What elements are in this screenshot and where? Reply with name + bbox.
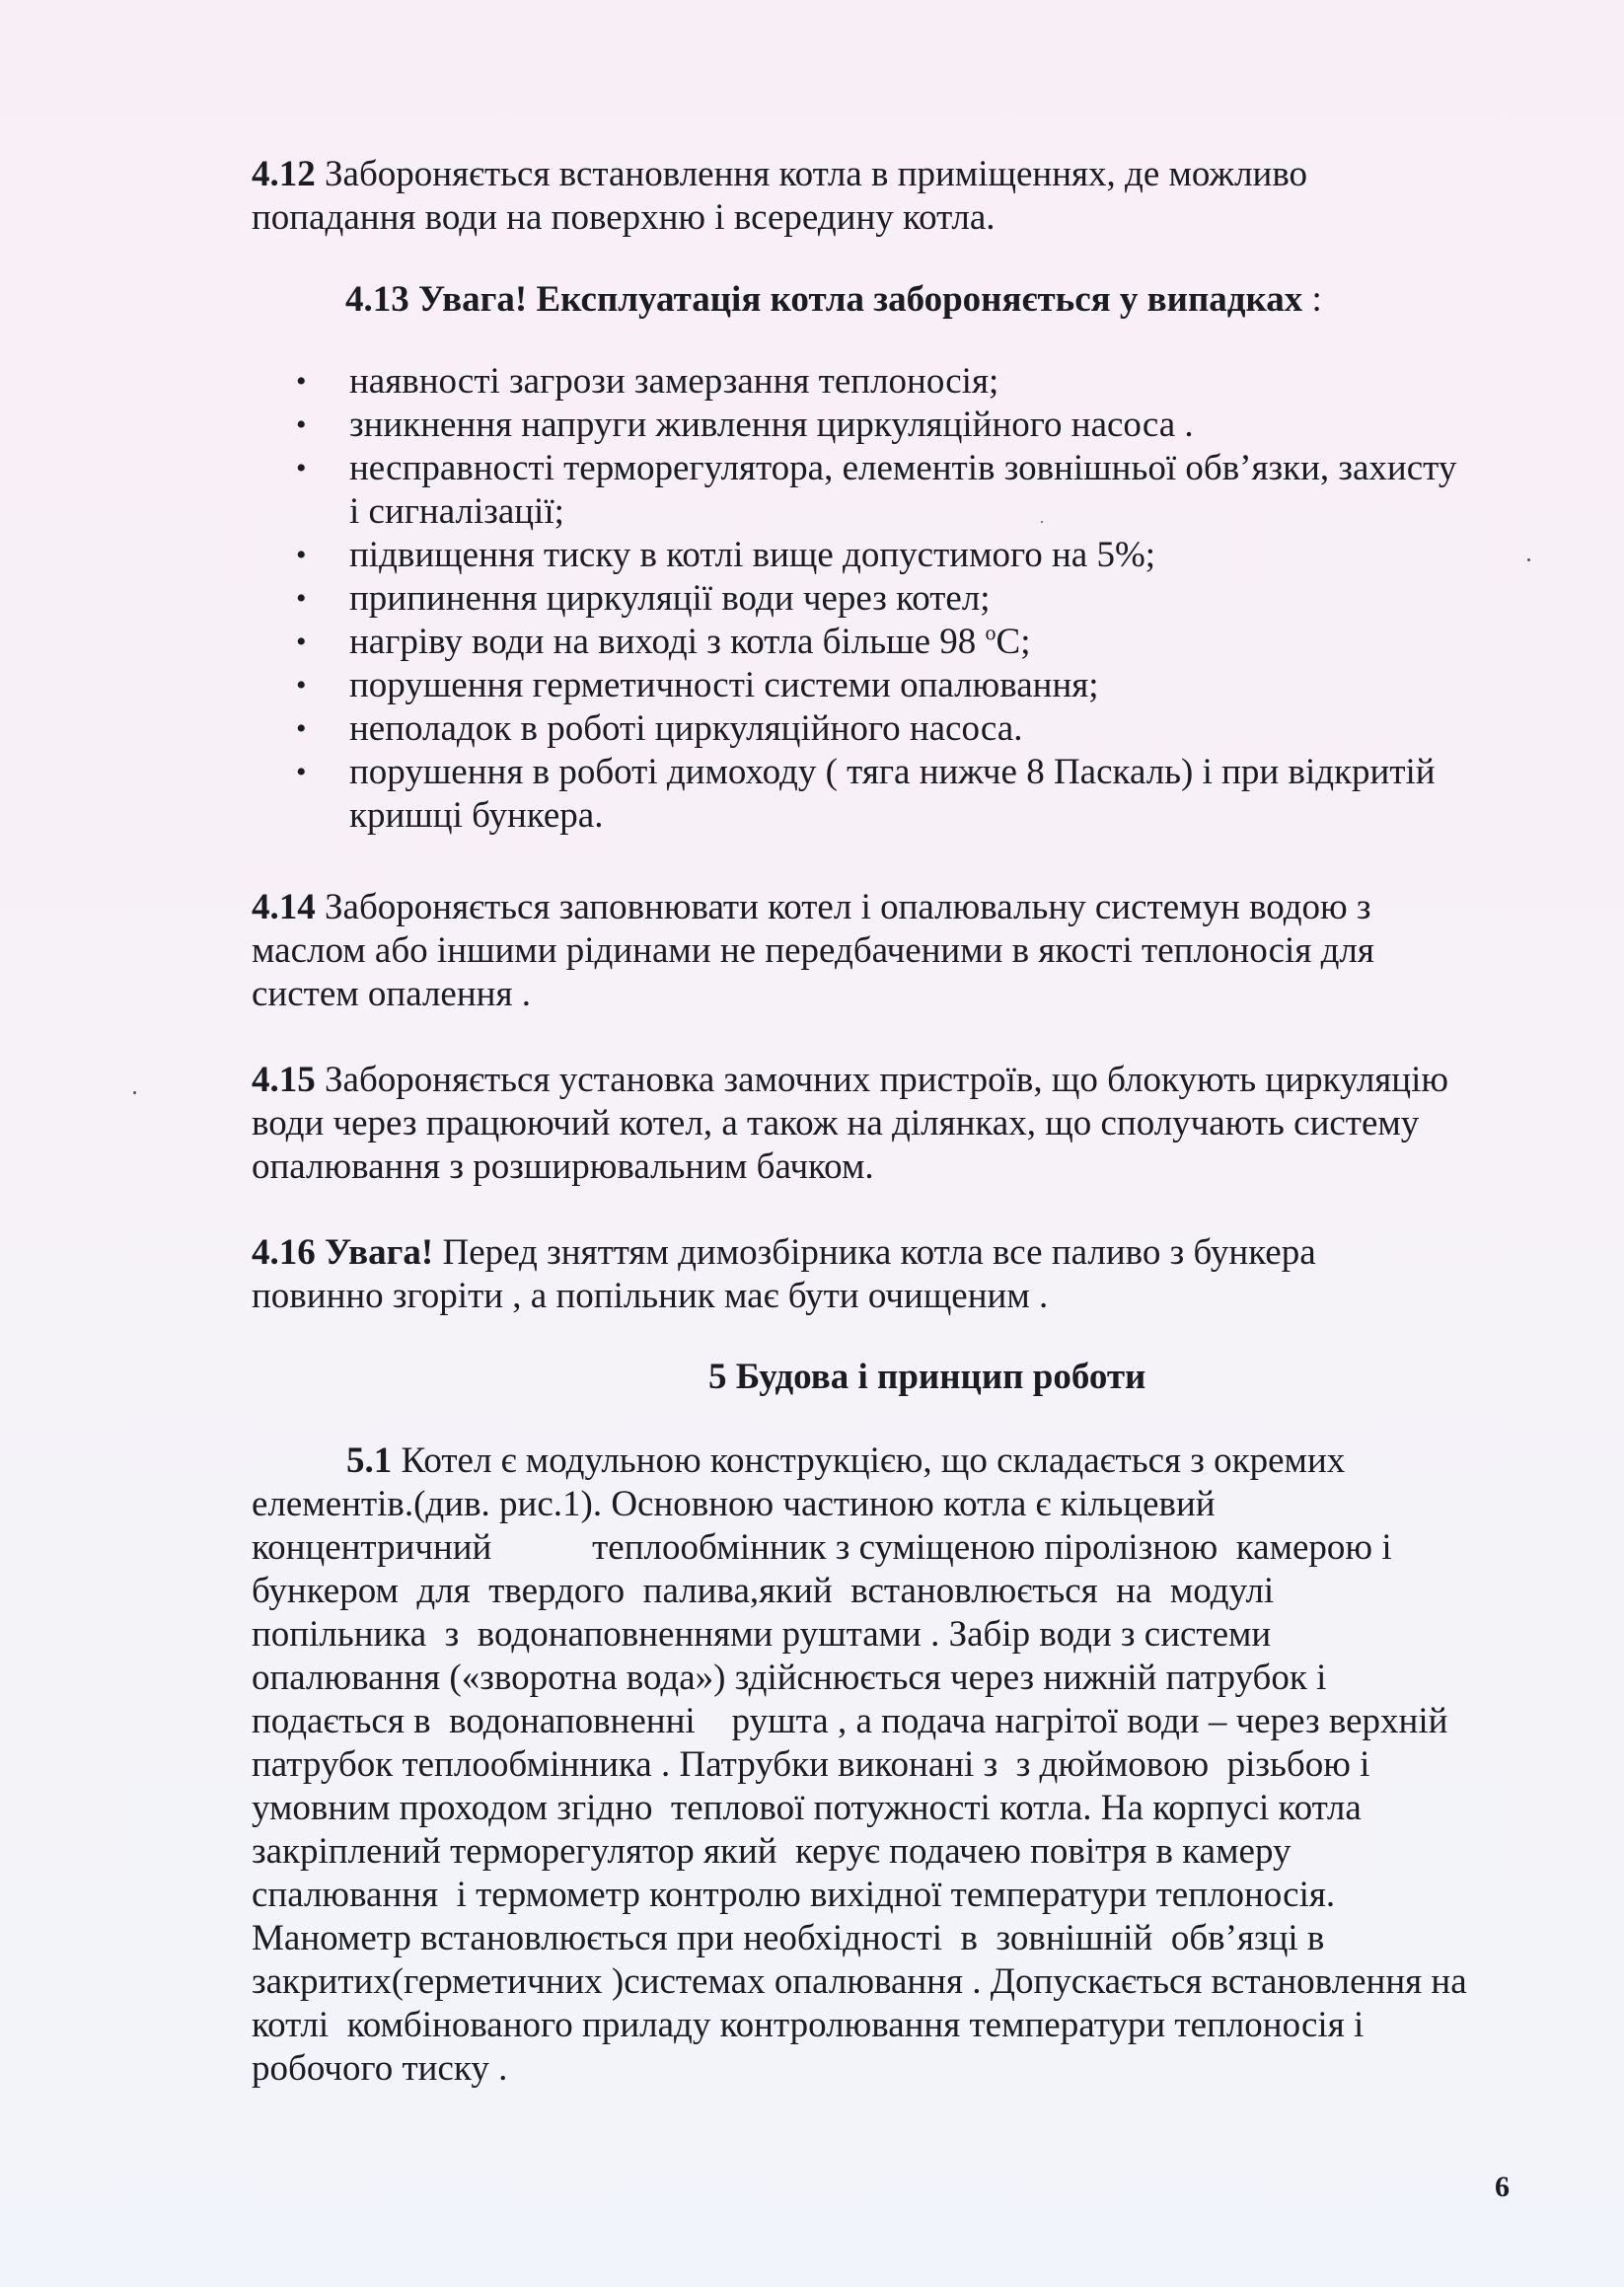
paragraph-line: котлі комбінованого приладу контролювання температури теплоносія і [252, 2005, 1365, 2045]
paragraph-line: закріплений терморегулятор який керує подачею повітря в камеру [252, 1831, 1292, 1872]
list-item: • зникнення напруги живлення циркуляційного насоса . [296, 404, 1456, 447]
prohibition-list [296, 360, 1456, 838]
paragraph-4-16 [252, 1231, 1534, 1318]
scan-speck [1041, 521, 1043, 523]
paragraph-line: подається в водонаповненні рушта , а подача нагрітої води – через верхній [252, 1701, 1448, 1741]
paragraph-line: бункером для твердого палива,який встановлюється на модулі [252, 1571, 1275, 1611]
list-item: • порушення в роботі димоходу ( тяга нижче 8 Паскаль) і при відкритій [296, 751, 1456, 794]
degree-symbol: o [985, 620, 997, 645]
paragraph-line: маслом або іншими рідинами не передбаченими в якості теплоносія для [252, 930, 1374, 971]
paragraph-line: Перед зняттям димозбірника котла все паливо з бункера [442, 1232, 1316, 1273]
heading-text: 4.13 Увага! Експлуатація котла забороняється у випадках [345, 279, 1303, 320]
clause-number: 5.1 [346, 1440, 393, 1481]
clause-number: 4.15 [252, 1060, 316, 1100]
paragraph-4-12 [252, 153, 1534, 240]
scan-speck [1527, 558, 1530, 561]
warning-heading-4-13 [345, 278, 1322, 322]
paragraph-line: Забороняється установка замочних пристроїв, що блокують циркуляцію [325, 1060, 1449, 1100]
paragraph-line: повинно згоріти , а попільник має бути очищеним . [252, 1276, 1049, 1316]
paragraph-line: систем опалення . [252, 974, 531, 1014]
paragraph-4-14 [252, 886, 1534, 1016]
paragraph-line: закритих(герметичних )системах опалювання . Допускається встановлення на [252, 1961, 1467, 2002]
paragraph-line: Забороняється заповнювати котел і опалювальну системун водою з [325, 887, 1371, 927]
paragraph-line: опалювання з розширювальним бачком. [252, 1146, 874, 1187]
paragraph-line: елементів.(див. рис.1). Основною частиною котла є кільцевий [252, 1484, 1216, 1524]
scan-speck [133, 1091, 136, 1094]
paragraph-line: Котел є модульною конструкцією, що складається з окремих [401, 1440, 1346, 1481]
paragraph-line: Забороняється встановлення котла в приміщеннях, де можливо [325, 154, 1308, 194]
list-item: • несправності терморегулятора, елементів зовнішньої обв’язки, захисту [296, 447, 1456, 490]
paragraph-line: спалювання і термометр контролю вихідної температури теплоносія. [252, 1875, 1336, 1915]
paragraph-5-1 [252, 1439, 1534, 2091]
section-5-heading: 5 Будова і принцип роботи [708, 1357, 1146, 1397]
paragraph-line: патрубок теплообмінника . Патрубки виконані з з дюймовою різьбою і [252, 1744, 1370, 1785]
paragraph-line: Манометр встановлюється при необхідності в зовнішній обв’язці в [252, 1918, 1325, 1958]
paragraph-4-15 [252, 1059, 1534, 1189]
paragraph-line: попільника з водонаповненнями руштами . Забір води з системи [252, 1614, 1272, 1655]
list-item: • порушення герметичності системи опалювання; [296, 664, 1456, 707]
list-item: • неполадок в роботі циркуляційного насоса. [296, 707, 1456, 751]
list-item: • підвищення тиску в котлі вище допустимого на 5%; [296, 534, 1456, 577]
paragraph-line: опалювання («зворотна вода») здійснюється через нижній патрубок і [252, 1658, 1327, 1698]
paragraph-line: умовним проходом згідно теплової потужності котла. На корпусі котла [252, 1788, 1362, 1828]
list-item: • нагріву води на виході з котла більше 98 $^o$С; [296, 621, 1456, 664]
paragraph-line: робочого тиску . [252, 2048, 508, 2089]
paragraph-line: попадання води на поверхню і всередину котла. [252, 197, 996, 238]
list-item: • припинення циркуляції води через котел; [296, 577, 1456, 621]
clause-number: 4.14 [252, 887, 316, 927]
clause-number: 4.12 [252, 154, 316, 194]
list-item-continuation: кришці бункера. [349, 795, 604, 836]
list-item-continuation: і сигналізації; [349, 491, 564, 532]
paragraph-line: концентричний теплообмінник з суміщеною піролізною камерою і [252, 1527, 1392, 1568]
paragraph-line: води через працюючий котел, а також на ділянках, що сполучають систему [252, 1103, 1420, 1144]
page-number: 6 [1495, 2171, 1510, 2203]
list-item: • наявності загрози замерзання теплоносія; [296, 360, 1456, 404]
clause-number: 4.16 Увага! [252, 1232, 434, 1273]
heading-colon: : [1302, 279, 1322, 320]
